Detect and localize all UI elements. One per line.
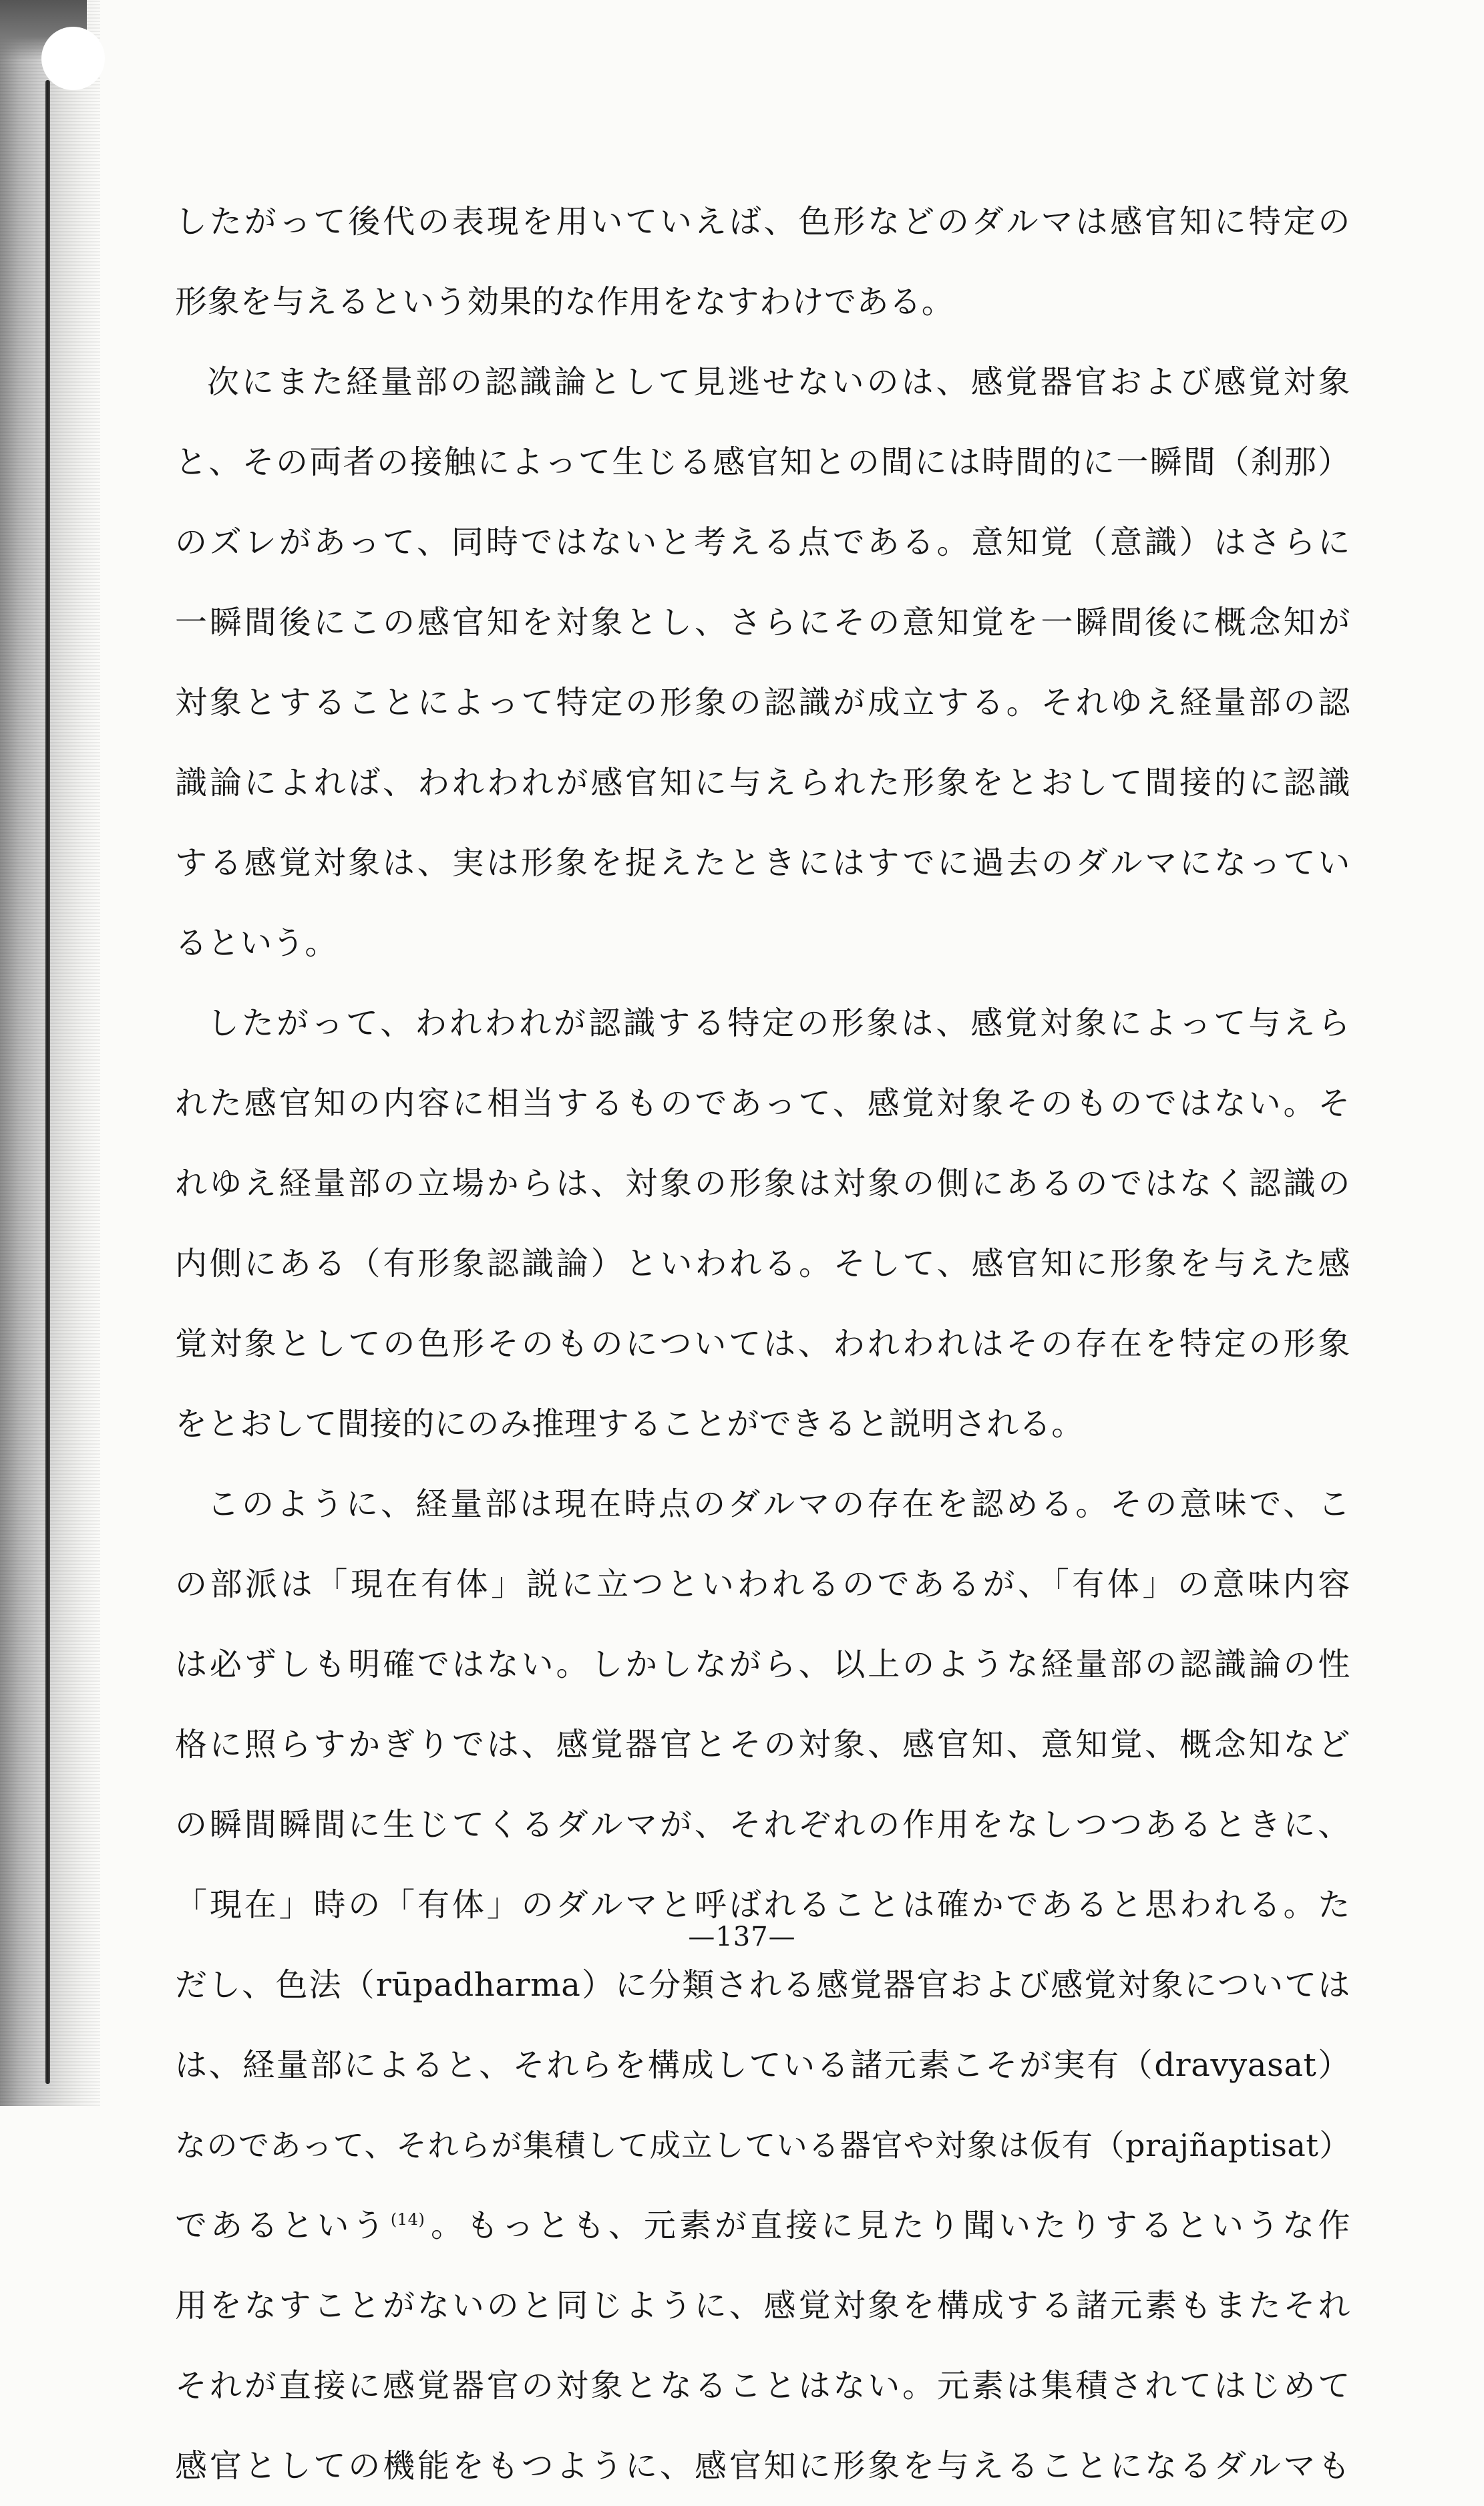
text-line-content: 対象とすることによって特定の形象の認識が成立する。それゆえ経量部の認	[175, 684, 1350, 721]
text-line	[175, 2025, 1350, 2105]
text-line	[175, 983, 1350, 1063]
footnote-reference: (14)	[390, 2210, 425, 2229]
text-line	[175, 1063, 1350, 1143]
text-line-content: れた感官知の内容に相当するものであって、感覚対象そのものではない。そ	[175, 1085, 1350, 1122]
text-line	[175, 262, 1350, 342]
text-line-content: したがって後代の表現を用いていえば、色形などのダルマは感官知に特定の	[175, 203, 1350, 240]
hole-punch	[41, 27, 105, 90]
binding-edge	[45, 80, 50, 2084]
text-line-content: 覚対象としての色形そのものについては、われわれはその存在を特定の形象	[175, 1325, 1350, 1363]
text-line	[175, 422, 1350, 502]
text-line-content: 内側にある（有形象認識論）といわれる。そして、感官知に形象を与えた感	[175, 1245, 1350, 1282]
text-line-content: だし、色法（rūpadharma）に分類される感覚器官および感覚対象については	[175, 1966, 1350, 2004]
text-line-content: したがって、われわれが認識する特定の形象は、感覚対象によって与えら	[207, 1005, 1350, 1042]
text-line	[175, 823, 1350, 903]
text-line	[175, 1464, 1350, 1544]
text-line	[175, 663, 1350, 743]
text-line-content: は、経量部によると、それらを構成している諸元素こそが実有（dravyasat）	[175, 2046, 1350, 2084]
text-line	[175, 2346, 1350, 2426]
text-line-content: それが直接に感覚器官の対象となることはない。元素は集積されてはじめて	[175, 2367, 1350, 2404]
text-line-content: 「現在」時の「有体」のダルマと呼ばれることは確かであると思われる。た	[175, 1886, 1350, 1924]
text-line-content: るという。	[175, 924, 338, 962]
text-line-content: 用をなすことがないのと同じように、感覚対象を構成する諸元素もまたそれ	[175, 2287, 1350, 2324]
text-line	[175, 1143, 1350, 1224]
text-line-content: 形象を与えるという効果的な作用をなすわけである。	[175, 283, 954, 321]
text-line-content: 次にまた経量部の認識論として見逃せないのは、感覚器官および感覚対象	[207, 363, 1350, 401]
body-text	[175, 182, 1350, 2506]
text-line	[175, 2266, 1350, 2346]
text-line-content: の瞬間瞬間に生じてくるダルマが、それぞれの作用をなしつつあるときに、	[175, 1806, 1350, 1843]
text-line-content: れゆえ経量部の立場からは、対象の形象は対象の側にあるのではなく認識の	[175, 1165, 1350, 1202]
text-line	[175, 743, 1350, 823]
text-line	[175, 1304, 1350, 1384]
text-line-continuation: 。もっとも、元素が直接に見たり聞いたりするというな作	[427, 2207, 1350, 2244]
text-line	[175, 582, 1350, 663]
text-line	[175, 2105, 1350, 2185]
text-line-content: 一瞬間後にこの感官知を対象とし、さらにその意知覚を一瞬間後に概念知が	[175, 604, 1350, 641]
binding-shadow	[0, 0, 100, 2106]
text-line-content: 識論によれば、われわれが感官知に与えられた形象をとおして間接的に認識	[175, 764, 1350, 801]
text-line-content: 感官としての機能をもつように、感官知に形象を与えることになるダルマも	[175, 2447, 1350, 2485]
text-line	[175, 342, 1350, 422]
text-line	[175, 1224, 1350, 1304]
text-line	[175, 2185, 1350, 2266]
text-line	[175, 502, 1350, 582]
text-line	[175, 2426, 1350, 2506]
text-line	[175, 1624, 1350, 1705]
text-line-content: このように、経量部は現在時点のダルマの存在を認める。その意味で、こ	[207, 1485, 1350, 1523]
text-line-content: 格に照らすかぎりでは、感覚器官とその対象、感官知、意知覚、概念知など	[175, 1726, 1350, 1763]
text-line-content: であるという	[175, 2207, 388, 2244]
text-line	[175, 903, 1350, 983]
text-line	[175, 1945, 1350, 2025]
text-line-content: をとおして間接的にのみ推理することができると説明される。	[175, 1405, 1084, 1443]
text-line	[175, 182, 1350, 262]
text-line-content: する感覚対象は、実は形象を捉えたときにはすでに過去のダルマになってい	[175, 844, 1350, 882]
text-line	[175, 1785, 1350, 1865]
page-number: —137—	[688, 1922, 796, 1952]
text-line	[175, 1384, 1350, 1464]
text-line-content: なのであって、それらが集積して成立している器官や対象は仮有（prajñaptisat）	[175, 2127, 1350, 2163]
text-line	[175, 1544, 1350, 1624]
text-line-content: のズレがあって、同時ではないと考える点である。意知覚（意識）はさらに	[175, 524, 1350, 561]
text-line-content: は必ずしも明確ではない。しかしながら、以上のような経量部の認識論の性	[175, 1646, 1350, 1683]
text-line-content: の部派は「現在有体」説に立つといわれるのであるが、「有体」の意味内容	[175, 1566, 1350, 1603]
text-line-content: と、その両者の接触によって生じる感官知との間には時間的に一瞬間（刹那）	[175, 443, 1350, 481]
text-line	[175, 1705, 1350, 1785]
